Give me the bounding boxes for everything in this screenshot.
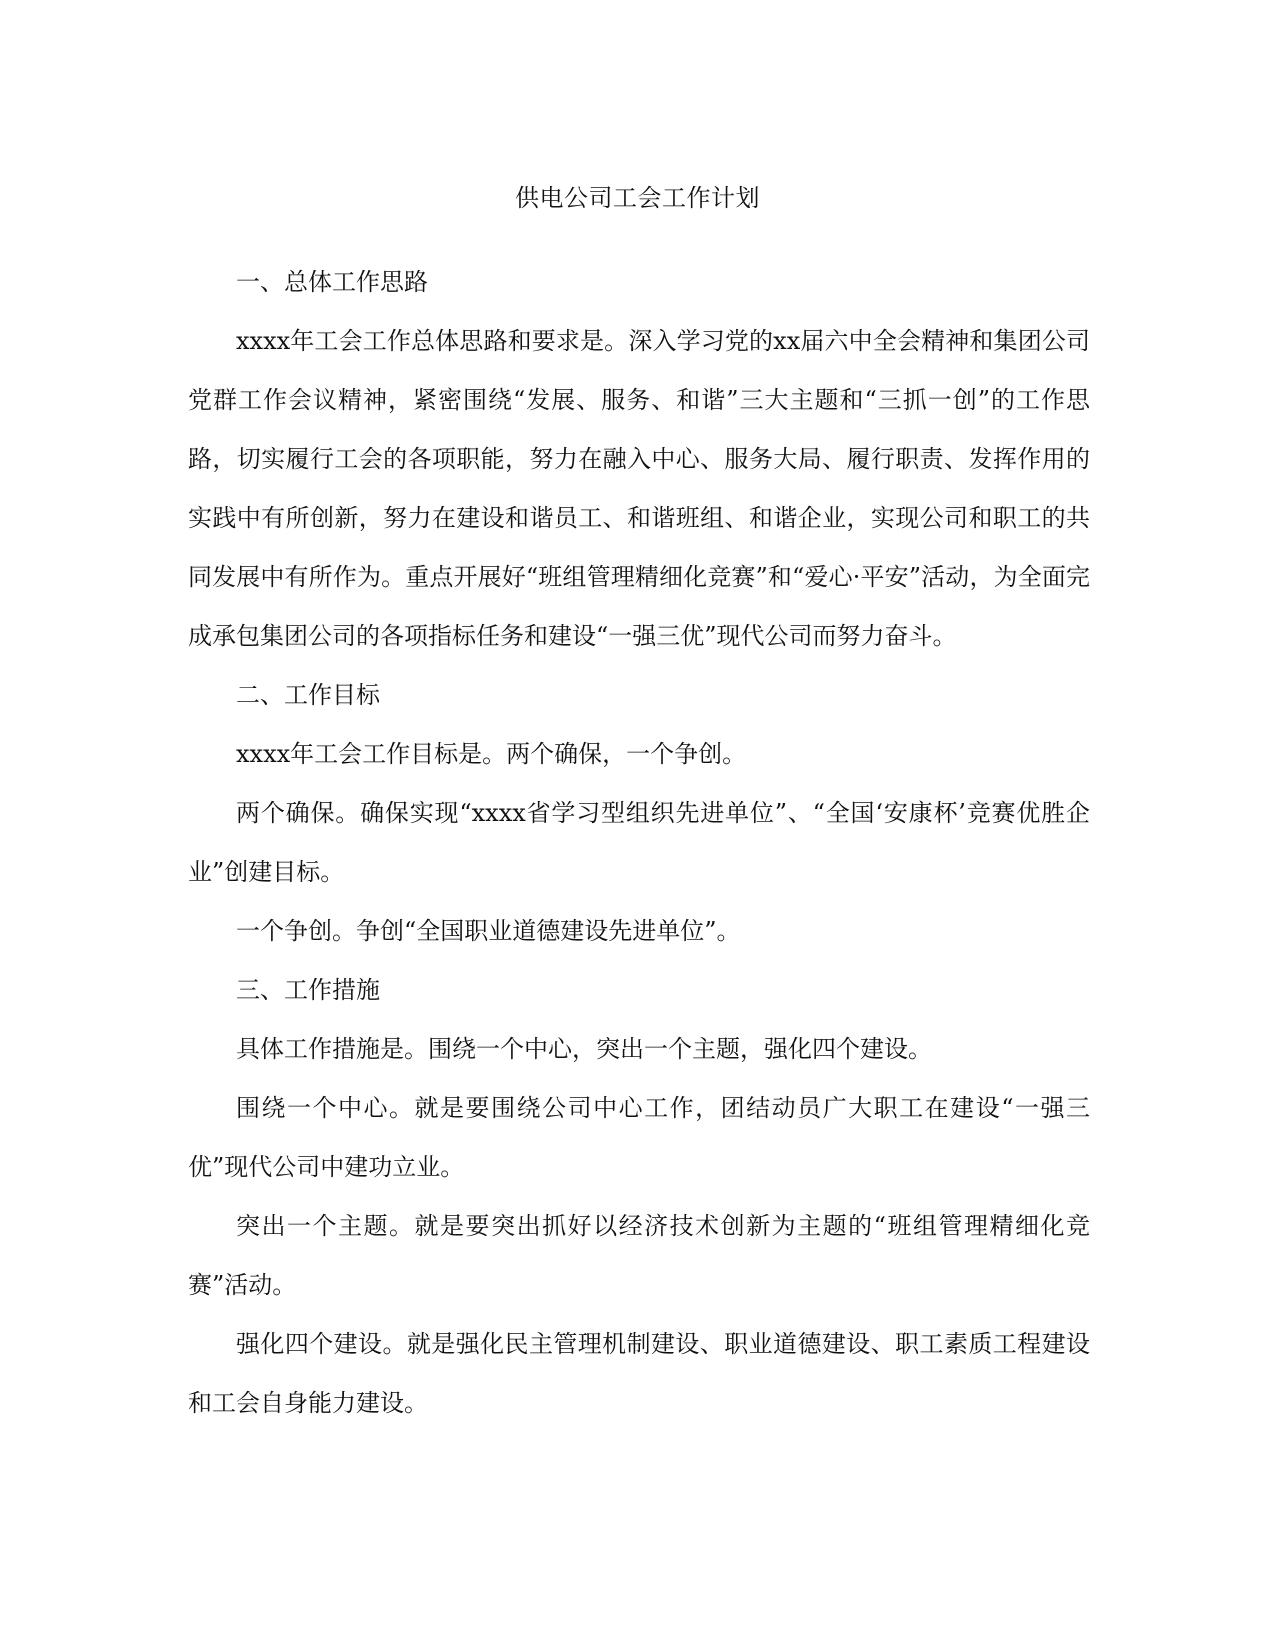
- paragraph-two-ensures: 两个确保。确保实现“xxxx省学习型组织先进单位”、“全国‘安康杯’竞赛优胜企业”创建目标。: [188, 799, 1090, 886]
- paragraph-measures-summary: 具体工作措施是。围绕一个中心，突出一个主题，强化四个建设。: [236, 1035, 932, 1063]
- heading-work-measures: 三、工作措施: [236, 976, 380, 1004]
- document-title: 供电公司工会工作计划: [515, 184, 760, 212]
- paragraph-one-theme: 突出一个主题。就是要突出抓好以经济技术创新为主题的“班组管理精细化竞赛”活动。: [188, 1212, 1090, 1299]
- heading-overall-approach: 一、总体工作思路: [236, 268, 428, 296]
- paragraph-overall-approach: xxxx年工会工作总体思路和要求是。深入学习党的xx届六中全会精神和集团公司党群工作会议精神，紧密围绕“发展、服务、和谐”三大主题和“三抓一创”的工作思路，切实履行工会的各项职能，努力在融入中心、服务大局、履行职责、发挥作用的实践中有所创新，努力在建设和谐员工、和谐班组、和谐企业，实现公司和职工的共同发展中有所作为。重点开展好“班组管理精细化竞赛”和“爱心·平安”活动，为全面完成承包集团公司的各项指标任务和建设“一强三优”现代公司而努力奋斗。: [188, 327, 1090, 650]
- document-body: [188, 253, 1090, 1433]
- paragraph-four-constructions: 强化四个建设。就是强化民主管理机制建设、职业道德建设、职工素质工程建设和工会自身能力建设。: [188, 1330, 1090, 1417]
- paragraph-goals-summary: xxxx年工会工作目标是。两个确保，一个争创。: [236, 740, 747, 768]
- heading-work-goals: 二、工作目标: [236, 681, 380, 709]
- paragraph-one-center: 围绕一个中心。就是要围绕公司中心工作，团结动员广大职工在建设“一强三优”现代公司中建功立业。: [188, 1094, 1090, 1181]
- paragraph-one-strive: 一个争创。争创“全国职业道德建设先进单位”。: [236, 917, 741, 945]
